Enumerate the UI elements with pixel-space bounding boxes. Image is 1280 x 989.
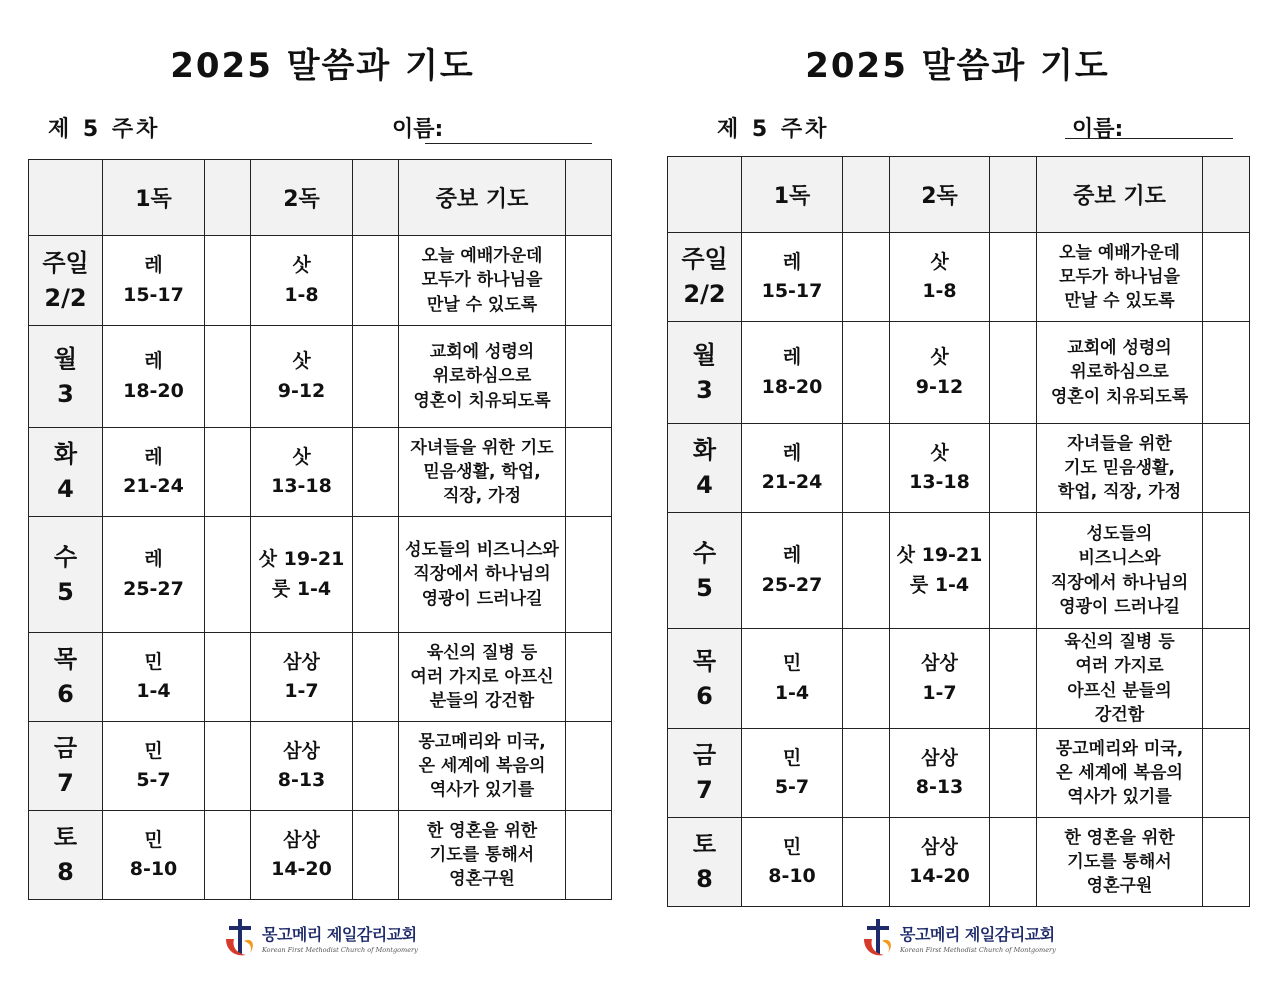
cell-line: 삿 [292,254,311,277]
day-date: 2/2 [44,283,87,312]
reading1-cell [742,513,843,629]
cell-line: 25-27 [123,577,184,600]
church-name-korean: 몽고메리 제일감리교회 [262,925,417,944]
reading1-cell [103,236,205,326]
day-cell [29,517,103,633]
cell-line: 5-7 [774,776,810,798]
day-row [29,811,612,900]
reading2-cell [890,233,990,322]
check-cell[interactable] [205,236,251,326]
day-date: 2/2 [683,280,726,308]
reading1-cell [742,424,843,513]
day-date: 7 [696,776,713,804]
day-name: 토 [53,823,78,852]
check-cell[interactable] [205,811,251,900]
check-cell[interactable] [843,818,890,907]
reading2-cell [251,326,353,428]
cell-line: 21-24 [761,471,823,493]
check-cell[interactable] [1203,233,1250,322]
check-cell[interactable] [566,517,612,633]
day-cell [29,633,103,722]
cell-line: 1-4 [136,680,171,702]
day-date: 4 [57,475,74,503]
day-cell [668,818,742,907]
check-cell[interactable] [353,633,399,722]
check-cell[interactable] [353,428,399,517]
corner-cell [668,157,742,233]
day-name: 화 [692,436,717,465]
table-header-row [668,157,1250,233]
check-cell[interactable] [843,233,890,322]
cell-line: 1-4 [774,681,810,704]
day-row [29,517,612,633]
day-date: 7 [57,769,74,797]
reading1-cell [742,322,843,424]
prayer-cell [1037,629,1203,729]
reading2-cell [251,811,353,900]
corner-cell [29,160,103,236]
cell-line: 영혼구원 [449,869,515,890]
day-cell [29,236,103,326]
day-name: 수 [692,538,717,567]
check-cell[interactable] [566,811,612,900]
reading-plan-table [667,156,1250,907]
reading2-cell [251,517,353,633]
church-logo [220,912,418,964]
reading2-cell [251,428,353,517]
cross-flame-logo-icon [858,915,898,961]
cell-line: 역사가 있기를 [1067,787,1172,808]
day-row [29,722,612,811]
check-cell[interactable] [353,811,399,900]
header-reading1: 1독 [742,157,843,233]
day-cell [668,322,742,424]
cell-line: 21-24 [123,475,184,497]
day-date: 6 [57,680,74,708]
check-cell[interactable] [353,517,399,633]
reading2-cell [890,513,990,629]
cell-line: 영광이 드러나길 [421,588,543,609]
reading2-cell [890,629,990,729]
check-cell[interactable] [843,513,890,629]
cell-line: 직장, 가정 [442,486,522,507]
cell-line: 민 [782,652,802,675]
check-cell[interactable] [1203,818,1250,907]
reading1-cell [742,818,843,907]
cell-line: 민 [144,828,163,851]
table-header-row [29,160,612,236]
day-row [668,322,1250,424]
cell-line: 8-13 [915,776,964,798]
day-name: 금 [692,741,717,770]
header-reading2: 2독 [251,160,353,236]
cell-line: 8-13 [277,769,326,791]
cell-line: 9-12 [915,375,964,398]
cell-line: 학업, 직장, 가정 [1057,482,1182,503]
reading1-cell [103,633,205,722]
name-blank-line[interactable] [425,143,592,144]
day-row [668,424,1250,513]
header-reading1: 1독 [103,160,205,236]
check-cell[interactable] [353,722,399,811]
cell-line: 교회에 성령의 [1067,338,1172,359]
reading1-cell [103,517,205,633]
day-cell [668,629,742,729]
prayer-cell [1037,818,1203,907]
cell-line: 레 [782,441,802,464]
day-row [29,326,612,428]
cell-line: 레 [144,445,163,468]
day-date: 4 [696,471,713,499]
reading2-cell [890,322,990,424]
cell-line: 삼상 [283,650,320,673]
week-label: 제 5 주차 [717,117,830,142]
day-name: 주일 [681,245,728,274]
check-header-cell [843,157,890,233]
cell-line: 레 [782,346,802,369]
cell-line: 강건함 [1094,704,1145,725]
check-cell[interactable] [990,818,1037,907]
header-reading2: 2독 [890,157,990,233]
check-cell[interactable] [990,322,1037,424]
cell-line: 온 세계에 복음의 [1056,762,1183,783]
cell-line: 삼상 [921,835,958,858]
church-logo [858,912,1056,964]
day-cell [29,326,103,428]
day-row [668,818,1250,907]
check-cell[interactable] [1203,424,1250,513]
day-row [29,428,612,517]
check-cell[interactable] [1203,513,1250,629]
cell-line: 레 [782,544,802,567]
prayer-cell [399,236,566,326]
cell-line: 삿 [930,346,949,369]
day-name: 월 [692,340,717,369]
check-cell[interactable] [353,326,399,428]
cell-line: 1-8 [922,280,957,302]
day-row [668,629,1250,729]
check-cell[interactable] [990,629,1037,729]
cell-line: 룻 1-4 [909,573,970,596]
cell-line: 몽고메리와 미국, [1055,738,1184,759]
cell-line: 오늘 예배가운데 [1059,242,1180,263]
cell-line: 기도 믿음생활, [1064,457,1175,478]
week-label: 제 5 주차 [48,117,161,142]
church-name-english: Korean First Methodist Church of Montgomery [262,946,418,954]
prayer-cell [399,517,566,633]
cell-line: 직장에서 하나님의 [413,564,551,585]
cell-line: 믿음생활, 학업, [423,461,541,482]
reading2-cell [890,424,990,513]
day-cell [668,233,742,322]
check-header-cell [566,160,612,236]
day-date: 5 [696,573,713,602]
check-cell[interactable] [205,517,251,633]
check-cell[interactable] [843,322,890,424]
cell-line: 아프신 분들의 [1067,680,1172,701]
check-cell[interactable] [566,326,612,428]
cell-line: 삿 19-21 [258,548,345,571]
cell-line: 육신의 질병 등 [426,642,538,663]
check-cell[interactable] [205,633,251,722]
reading1-cell [742,233,843,322]
reading2-cell [251,236,353,326]
prayer-cell [399,811,566,900]
cell-line: 삼상 [921,652,958,675]
cell-line: 삿 [292,445,311,468]
check-header-cell [1203,157,1250,233]
day-date: 3 [696,375,713,404]
cell-line: 룻 1-4 [271,577,332,600]
day-cell [668,513,742,629]
check-cell[interactable] [1203,629,1250,729]
check-cell[interactable] [1203,729,1250,818]
check-cell[interactable] [990,513,1037,629]
cell-line: 위로하심으로 [432,366,532,387]
day-name: 주일 [42,248,89,277]
check-cell[interactable] [205,722,251,811]
cell-line: 레 [144,548,163,571]
church-name-korean: 몽고메리 제일감리교회 [900,925,1055,944]
cell-line: 여러 가지로 아프신 [410,666,554,687]
check-cell[interactable] [843,424,890,513]
cell-line: 역사가 있기를 [429,780,535,801]
check-header-cell [353,160,399,236]
cell-line: 비즈니스와 [1078,548,1161,569]
day-row [668,513,1250,629]
cell-line: 삼상 [921,746,958,769]
reading1-cell [103,326,205,428]
cell-line: 레 [782,250,802,273]
prayer-cell [399,326,566,428]
day-row [29,236,612,326]
cell-line: 15-17 [761,280,823,302]
cell-line: 모두가 하나님을 [1059,266,1180,287]
cell-line: 위로하심으로 [1070,362,1169,383]
day-name: 수 [53,542,78,571]
prayer-cell [399,428,566,517]
check-cell[interactable] [353,236,399,326]
prayer-cell [399,722,566,811]
cell-line: 25-27 [761,573,823,596]
cell-line: 만날 수 있도록 [426,294,538,315]
cell-line: 온 세계에 복음의 [418,755,546,776]
check-cell[interactable] [566,633,612,722]
cell-line: 8-10 [129,858,178,880]
cell-line: 9-12 [277,379,326,402]
cell-line: 영혼구원 [1086,876,1153,897]
day-name: 목 [53,645,78,674]
check-header-cell [205,160,251,236]
cell-line: 민 [782,746,802,769]
cell-line: 영광이 드러나길 [1059,596,1180,617]
cell-line: 18-20 [761,375,823,398]
prayer-cell [399,633,566,722]
day-cell [29,722,103,811]
prayer-cell [1037,513,1203,629]
reading2-cell [251,633,353,722]
cell-line: 교회에 성령의 [429,342,535,363]
name-label: 이름: [392,117,444,142]
cell-line: 민 [782,835,802,858]
reading1-cell [742,729,843,818]
cell-line: 자녀들을 위한 기도 [410,437,554,458]
right-sheet [640,0,1280,989]
check-cell[interactable] [843,729,890,818]
cell-line: 1-7 [284,680,319,702]
day-row [29,633,612,722]
reading-plan-table [28,159,612,900]
cell-line: 14-20 [271,858,332,880]
cell-line: 13-18 [271,475,332,497]
check-cell[interactable] [566,428,612,517]
cell-line: 삿 [930,250,949,273]
day-name: 토 [692,830,717,859]
prayer-cell [1037,729,1203,818]
cell-line: 분들의 강건함 [429,691,535,712]
cell-line: 민 [144,650,163,673]
cell-line: 기도를 통해서 [1067,851,1172,872]
check-cell[interactable] [843,629,890,729]
header-prayer: 중보 기도 [1037,157,1203,233]
cell-line: 자녀들을 위한 [1067,433,1172,454]
day-date: 8 [57,858,74,886]
cell-line: 삼상 [283,828,320,851]
cell-line: 몽고메리와 미국, [418,731,546,752]
cell-line: 육신의 질병 등 [1064,632,1175,653]
reading2-cell [251,722,353,811]
day-date: 6 [696,681,713,710]
cell-line: 삿 [930,441,949,464]
sheet-title: 2025 말씀과 기도 [805,46,1110,86]
day-name: 금 [53,734,78,763]
prayer-cell [1037,424,1203,513]
check-cell[interactable] [990,729,1037,818]
check-cell[interactable] [205,326,251,428]
reading1-cell [103,722,205,811]
sheet-title: 2025 말씀과 기도 [170,46,475,86]
cell-line: 레 [144,350,163,373]
reading2-cell [890,818,990,907]
day-name: 화 [53,440,78,469]
cell-line: 18-20 [123,379,184,402]
day-cell [29,428,103,517]
cell-line: 1-8 [284,283,319,306]
day-date: 5 [57,577,74,606]
prayer-cell [1037,322,1203,424]
cell-line: 모두가 하나님을 [421,270,543,291]
cell-line: 5-7 [136,769,171,791]
cell-line: 만날 수 있도록 [1064,291,1175,312]
check-cell[interactable] [566,236,612,326]
day-name: 목 [692,646,717,675]
reading2-cell [890,729,990,818]
cell-line: 삿 19-21 [896,544,983,567]
day-row [668,233,1250,322]
check-header-cell [990,157,1037,233]
day-cell [668,729,742,818]
cell-line: 14-20 [909,865,970,887]
day-name: 월 [53,344,78,373]
day-row [668,729,1250,818]
reading1-cell [103,428,205,517]
cell-line: 삿 [292,350,311,373]
cell-line: 성도들의 비즈니스와 [405,540,559,561]
name-blank-line[interactable] [1065,138,1233,139]
cross-flame-logo-icon [220,915,260,961]
check-cell[interactable] [566,722,612,811]
cell-line: 직장에서 하나님의 [1050,572,1189,593]
check-cell[interactable] [990,424,1037,513]
check-cell[interactable] [205,428,251,517]
day-date: 8 [696,865,713,893]
cell-line: 여러 가지로 [1075,656,1164,677]
check-cell[interactable] [990,233,1037,322]
name-label: 이름: [1072,117,1124,142]
cell-line: 오늘 예배가운데 [421,246,543,267]
cell-line: 영혼이 치유되도록 [1050,386,1189,407]
check-cell[interactable] [1203,322,1250,424]
cell-line: 기도를 통해서 [429,844,535,865]
cell-line: 성도들의 [1086,524,1153,545]
cell-line: 한 영혼을 위한 [1064,827,1175,848]
header-prayer: 중보 기도 [399,160,566,236]
cell-line: 레 [144,254,163,277]
reading1-cell [103,811,205,900]
day-cell [29,811,103,900]
cell-line: 삼상 [283,739,320,762]
day-date: 3 [57,379,74,408]
cell-line: 1-7 [922,681,957,704]
prayer-cell [1037,233,1203,322]
cell-line: 8-10 [768,865,816,887]
cell-line: 한 영혼을 위한 [426,820,538,841]
cell-line: 민 [144,739,163,762]
cell-line: 13-18 [909,471,970,493]
cell-line: 15-17 [123,283,184,306]
church-name-english: Korean First Methodist Church of Montgomery [900,946,1056,954]
reading1-cell [742,629,843,729]
cell-line: 영혼이 치유되도록 [413,390,551,411]
day-cell [668,424,742,513]
